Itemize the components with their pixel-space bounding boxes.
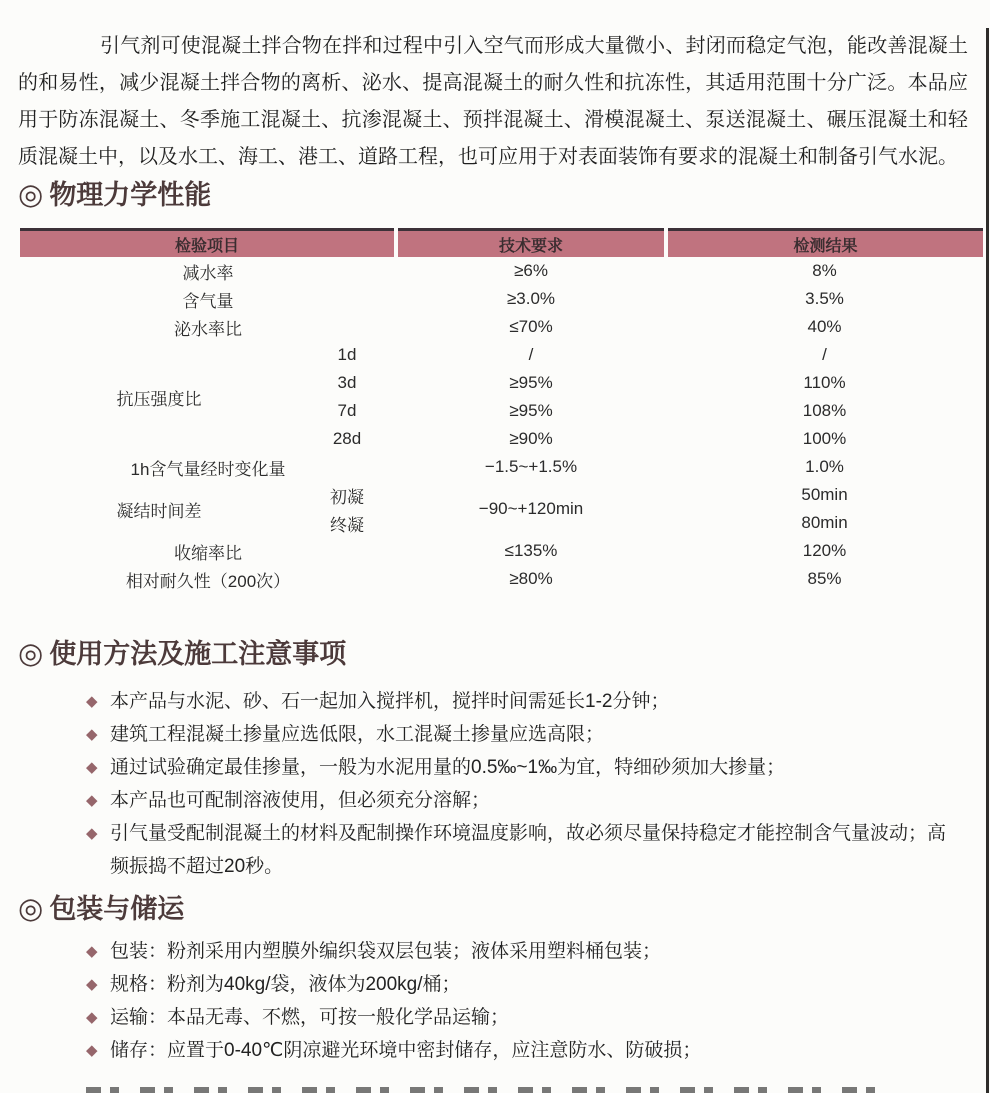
cell-requirement: ≤135% <box>504 541 558 560</box>
table-row <box>20 537 983 565</box>
cell-result: 120% <box>802 541 847 560</box>
page-content <box>0 28 990 1067</box>
cell-age: 1d <box>337 345 357 364</box>
cell-requirement: ≥6% <box>514 261 548 280</box>
cell-item: 减水率 <box>182 263 234 283</box>
diamond-bullet-icon: ◆ <box>86 759 98 776</box>
diamond-bullet-icon: ◆ <box>86 726 98 743</box>
list-item-text: 引气量受配制混凝土的材料及配制操作环境温度影响，故必须尽量保持稳定才能控制含气量波动；高频振捣不超过20秒。 <box>110 823 947 877</box>
section-title: 包装与储运 <box>49 894 185 924</box>
cell-result: 108% <box>802 401 847 420</box>
diamond-bullet-icon: ◆ <box>86 976 98 993</box>
list-item-text: 包装：粉剂采用内塑膜外编织袋双层包装；液体采用塑料桶包装； <box>110 941 662 962</box>
packaging-storage-list <box>18 935 970 1067</box>
cell-result: 100% <box>802 429 847 448</box>
usage-notes-list <box>18 685 970 883</box>
cell-group-item: 抗压强度比 <box>116 389 202 409</box>
double-circle-icon: ◎ <box>18 638 44 670</box>
list-item-text: 储存：应置于0-40℃阴凉避光环境中密封储存，应注意防水、防破损； <box>110 1040 702 1061</box>
double-circle-icon: ◎ <box>18 893 44 925</box>
spec-table <box>20 228 983 593</box>
list-item <box>86 1034 970 1067</box>
cell-result: / <box>822 345 827 364</box>
cell-group-item: 凝结时间差 <box>116 501 202 521</box>
cell-stage: 初凝 <box>330 487 364 507</box>
cell-result: 3.5% <box>805 289 844 308</box>
cell-requirement: ≥80% <box>509 569 553 588</box>
list-item <box>86 968 970 1001</box>
cell-result: 110% <box>803 373 846 392</box>
section-title: 使用方法及施工注意事项 <box>49 639 347 669</box>
table-row <box>20 341 983 369</box>
diamond-bullet-icon: ◆ <box>86 792 98 809</box>
cell-requirement: ≥95% <box>509 373 553 392</box>
list-item-text: 本产品与水泥、砂、石一起加入搅拌机，搅拌时间需延长1-2分钟； <box>110 691 670 712</box>
section-heading-physical-properties <box>18 176 970 214</box>
cell-result: 85% <box>807 569 842 588</box>
diamond-bullet-icon: ◆ <box>86 943 98 960</box>
list-item-text: 运输：本品无毒、不燃，可按一般化学品运输； <box>110 1007 510 1028</box>
cell-requirement: / <box>528 345 534 364</box>
table-row <box>20 257 983 285</box>
cell-result: 50min <box>801 485 848 504</box>
cell-requirement: ≥95% <box>509 401 553 420</box>
cutoff-text-line <box>86 1087 876 1093</box>
section-heading-packaging-storage <box>18 890 970 928</box>
cell-item: 1h含气量经时变化量 <box>130 459 286 479</box>
cell-age: 3d <box>337 373 357 392</box>
cell-item: 相对耐久性（200次） <box>125 571 291 591</box>
cell-requirement: ≥90% <box>509 429 553 448</box>
section-title: 物理力学性能 <box>49 180 212 210</box>
list-item-text: 通过试验确定最佳掺量，一般为水泥用量的0.5‰~1‰为宜，特细砂须加大掺量； <box>110 757 786 778</box>
cell-stage: 终凝 <box>330 515 364 535</box>
page-edge-line <box>986 28 989 1093</box>
list-item <box>86 718 970 751</box>
table-header-row <box>20 230 983 258</box>
cell-requirement: ≤70% <box>509 317 553 336</box>
list-item <box>86 685 970 718</box>
col-header-inspection-item: 检验项目 <box>20 230 396 258</box>
cell-item: 收缩率比 <box>174 543 242 563</box>
diamond-bullet-icon: ◆ <box>86 1009 98 1026</box>
cell-result: 8% <box>812 261 837 280</box>
table-row <box>20 453 983 481</box>
diamond-bullet-icon: ◆ <box>86 1042 98 1059</box>
double-circle-icon: ◎ <box>18 179 44 211</box>
section-heading-usage-notes <box>18 635 970 673</box>
table-row <box>20 313 983 341</box>
col-header-test-result: 检测结果 <box>666 230 983 258</box>
cell-result: 80min <box>801 513 848 532</box>
list-item-text: 建筑工程混凝土掺量应选低限，水工混凝土掺量应选高限； <box>110 724 605 745</box>
list-item-text: 本产品也可配制溶液使用，但必须充分溶解； <box>110 790 491 811</box>
diamond-bullet-icon: ◆ <box>86 693 98 710</box>
cell-requirement: −1.5~+1.5% <box>484 457 578 476</box>
table-row <box>20 565 983 593</box>
cell-age: 7d <box>337 401 357 420</box>
cell-result: 1.0% <box>805 457 844 476</box>
list-item <box>86 784 970 817</box>
diamond-bullet-icon: ◆ <box>86 825 98 842</box>
list-item <box>86 751 970 784</box>
list-item <box>86 817 970 883</box>
cell-item: 泌水率比 <box>174 319 242 339</box>
list-item <box>86 935 970 968</box>
cell-requirement: −90~+120min <box>478 499 584 518</box>
intro-paragraph: 引气剂可使混凝土拌合物在拌和过程中引入空气而形成大量微小、封闭而稳定气泡，能改善混凝土的和易性，减少混凝土拌合物的离析、泌水、提高混凝土的耐久性和抗冻性，其适用范围十分广泛。本品应用于防冻混凝土、冬季施工混凝土、抗渗混凝土、预拌混凝土、滑模混凝土、泵送混凝土、碾压混凝土和轻质混凝土中，以及水工、海工、港工、道路工程，也可应用于对表面装饰有要求的混凝土和制备引气水泥。 <box>18 35 968 168</box>
table-row <box>20 481 983 509</box>
cell-age: 28d <box>332 429 362 448</box>
table-row <box>20 285 983 313</box>
col-header-technical-requirement: 技术要求 <box>396 230 666 258</box>
list-item <box>86 1001 970 1034</box>
cell-result: 40% <box>807 317 842 336</box>
list-item-text: 规格：粉剂为40kg/袋，液体为200kg/桶； <box>110 974 461 995</box>
cell-item: 含气量 <box>182 291 234 311</box>
cell-requirement: ≥3.0% <box>506 289 556 308</box>
